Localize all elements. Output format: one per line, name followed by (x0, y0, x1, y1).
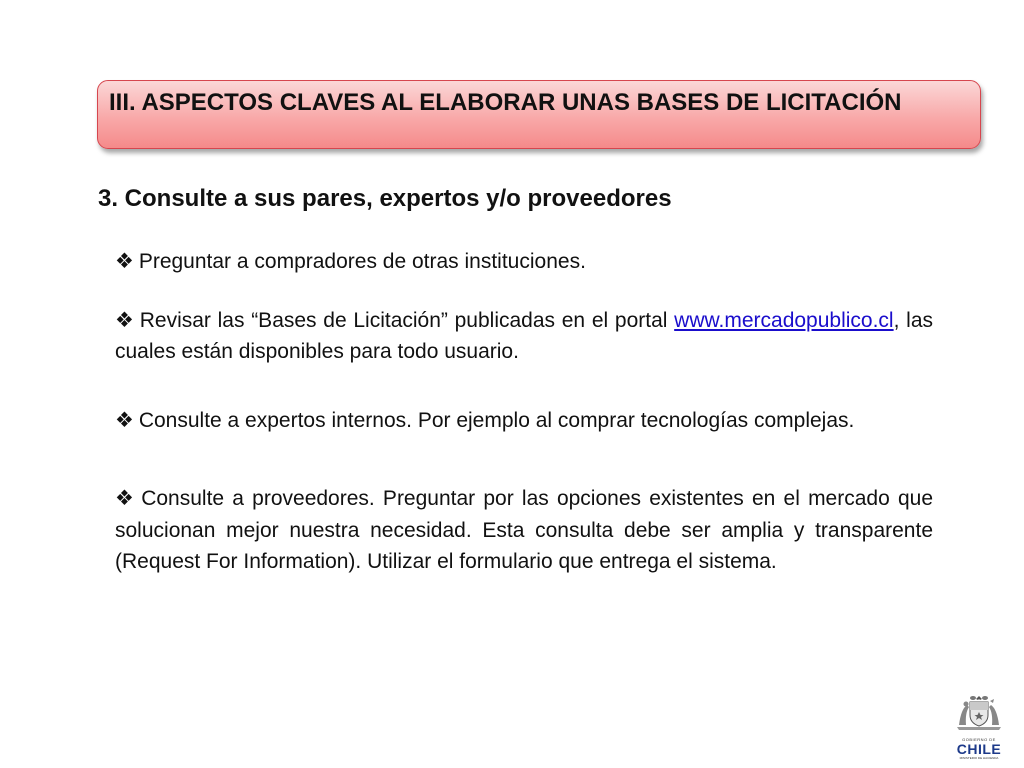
bullet-text: , las cuales están disponibles para todo usuario. (115, 308, 934, 363)
diamond-bullet-icon: ❖ (115, 308, 135, 332)
section-heading: 3. Consulte a sus pares, expertos y/o proveedores (98, 185, 672, 212)
bullet-text: Consulte a expertos internos. Por ejemplo al comprar tecnologías complejas. (138, 408, 855, 432)
list-item (115, 483, 933, 578)
bullet-list (115, 246, 933, 578)
government-logo (953, 693, 1005, 760)
diamond-bullet-icon: ❖ (115, 408, 134, 432)
list-item (115, 405, 933, 437)
diamond-bullet-icon: ❖ (115, 487, 137, 510)
logo-line-3: MINISTERIO DE HACIENDA (959, 756, 999, 760)
coat-of-arms-icon (953, 693, 1005, 731)
logo-line-1: GOBIERNO DE (962, 737, 996, 742)
portal-link[interactable]: www.mercadopublico.cl (674, 308, 894, 332)
diamond-bullet-icon: ❖ (115, 250, 134, 273)
logo-line-2: CHILE (956, 741, 1002, 757)
bullet-text: Preguntar a compradores de otras instituciones. (138, 250, 586, 273)
bullet-text: Revisar las “Bases de Licitación” publicadas en el portal (139, 308, 675, 332)
title-box (97, 80, 981, 149)
list-item (115, 305, 933, 368)
slide-title: III. ASPECTOS CLAVES AL ELABORAR UNAS BASES DE LICITACIÓN (109, 89, 902, 116)
bullet-text: Consulte a proveedores. Preguntar por las opciones existentes en el mercado que solucionan mejor nuestra necesidad. Esta consulta debe ser amplia y transparente (Request For Information). Utilizar el formulario que entrega el sistema. (115, 487, 934, 573)
list-item (115, 246, 933, 278)
